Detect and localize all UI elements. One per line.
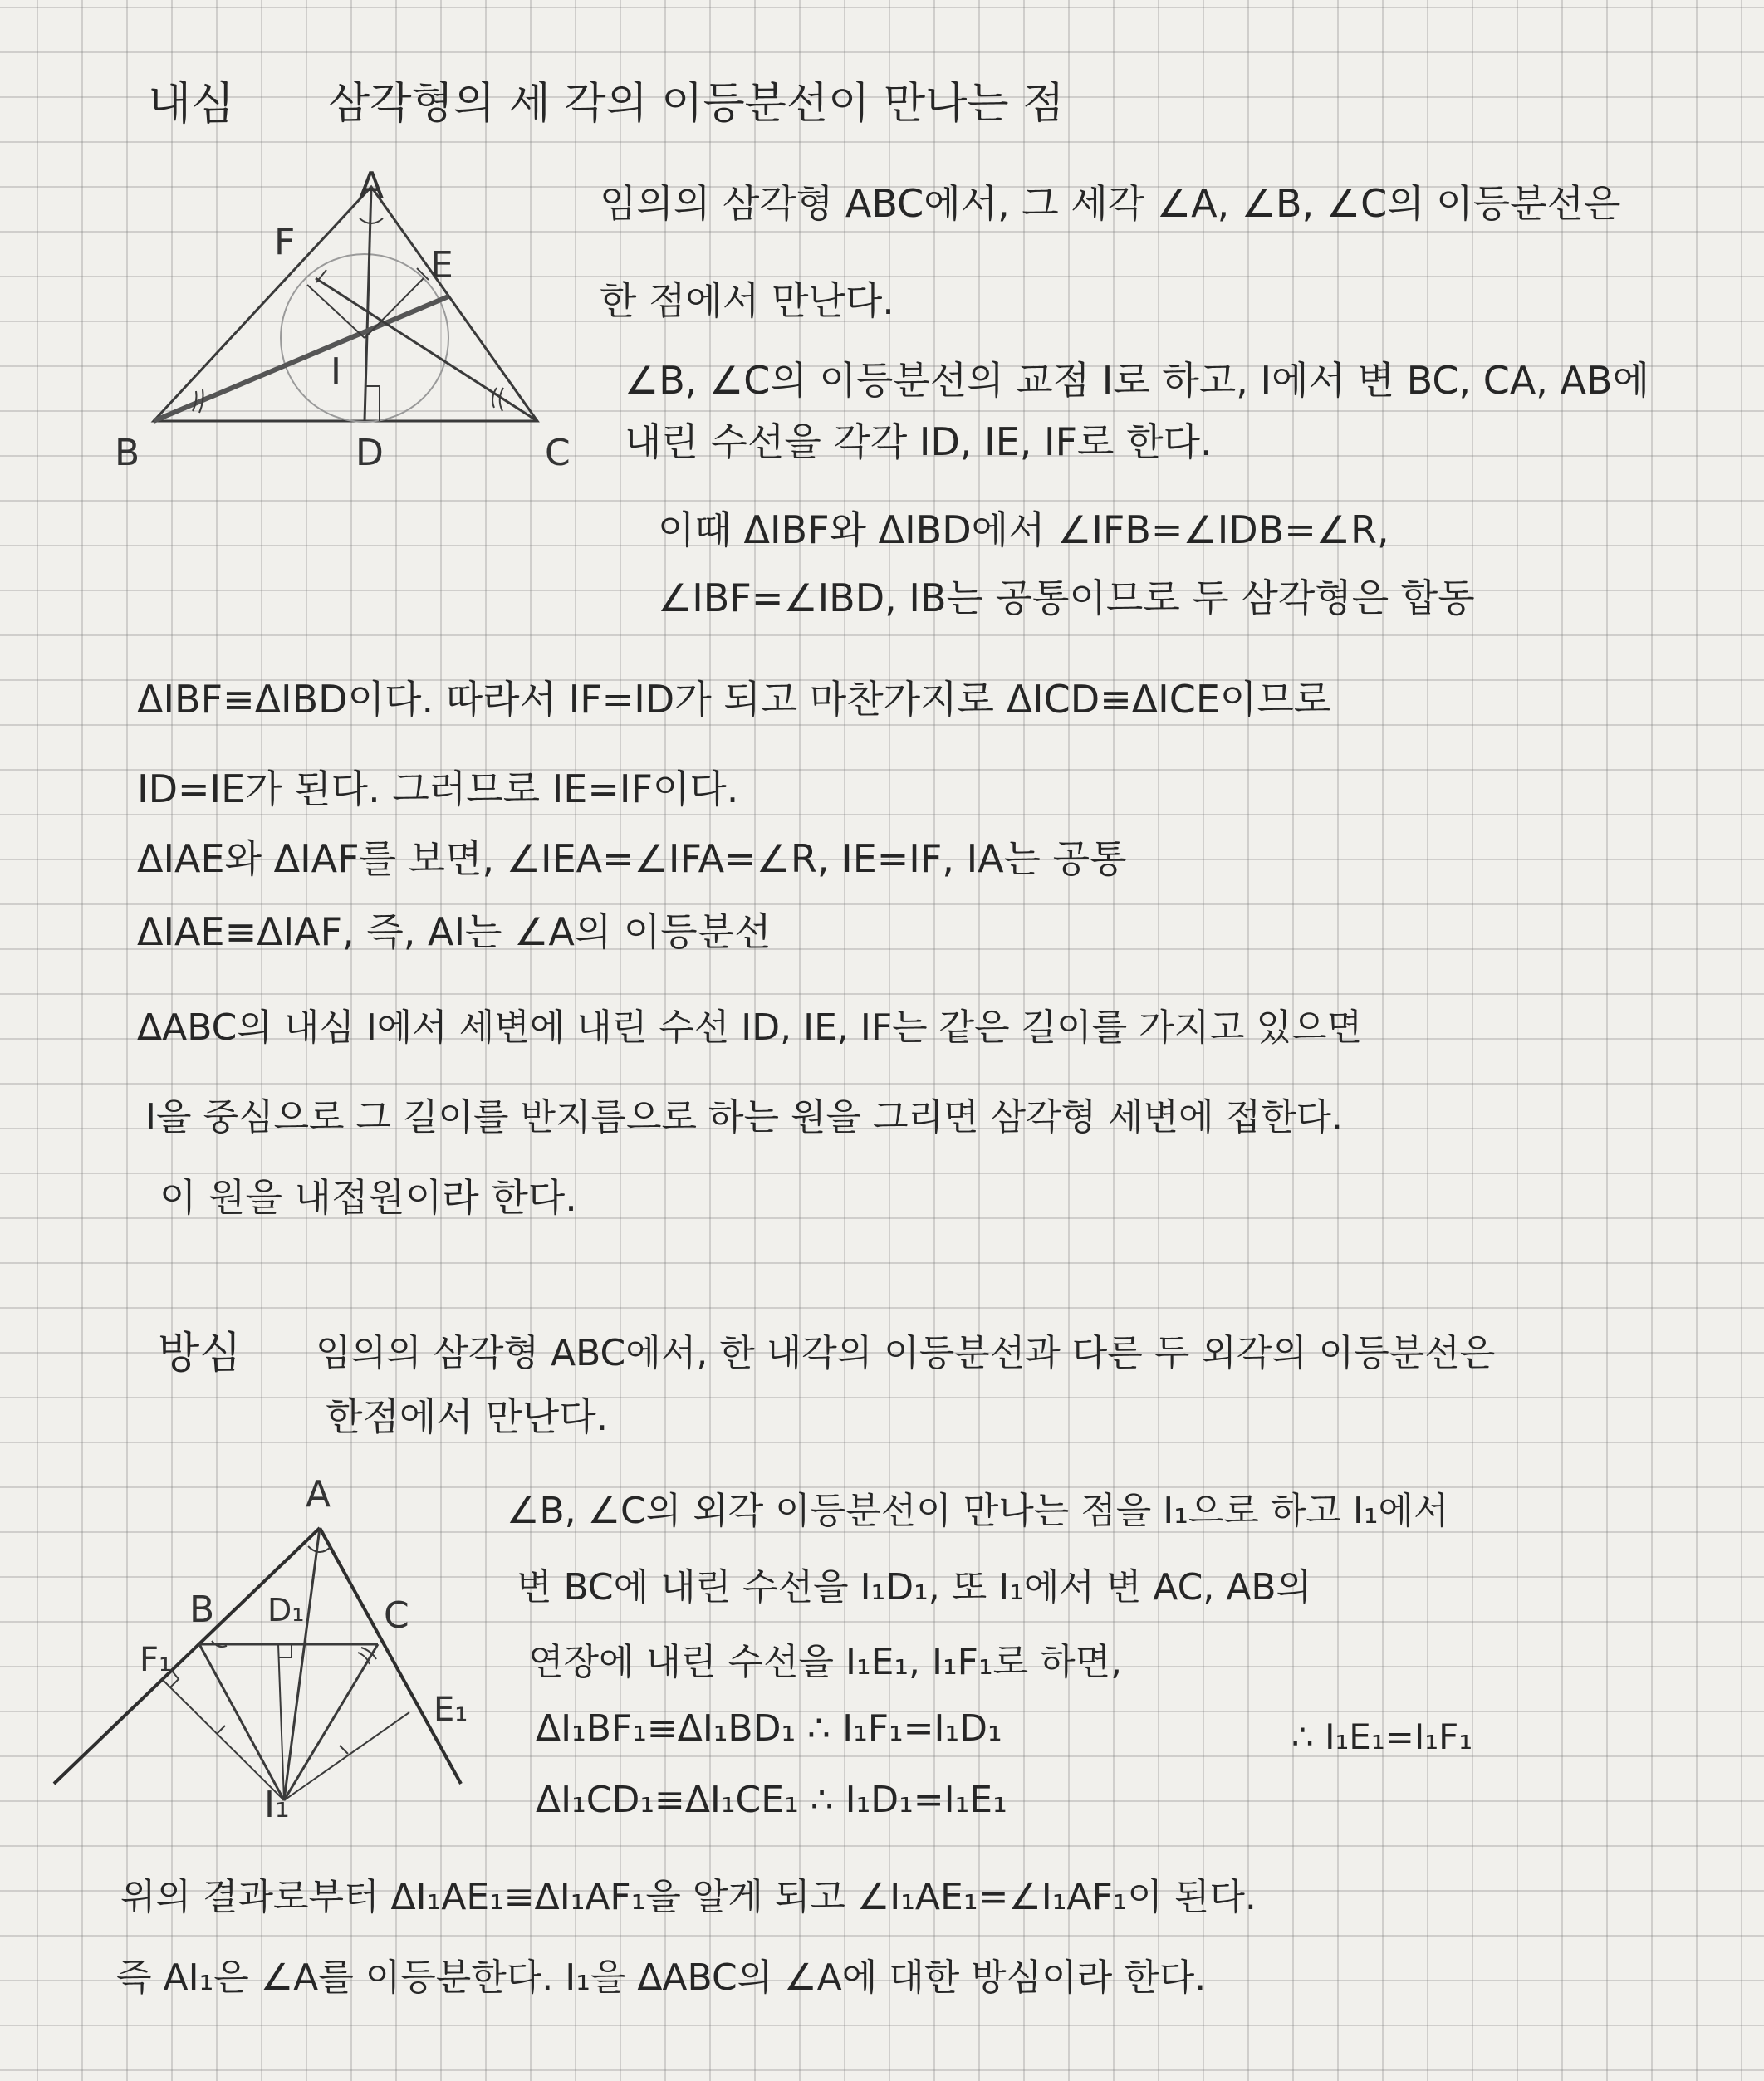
fig1-label-B: B: [115, 432, 140, 474]
incenter-line-8: ID=IE가 된다. 그러므로 IE=IF이다.: [137, 766, 739, 811]
incenter-line-4: 내린 수선을 각각 ID, IE, IF로 한다.: [625, 419, 1213, 464]
fig1-label-C: C: [545, 432, 571, 474]
section-heading-excenter: 방심: [158, 1329, 242, 1378]
incircle-figure: [125, 162, 590, 461]
excenter-conclusion-2: 즉 AI₁은 ∠A를 이등분한다. I₁을 ΔABC의 ∠A에 대한 방심이라 한다.: [116, 1956, 1207, 1999]
fig1-label-D: D: [355, 432, 384, 474]
fig2-label-C: C: [384, 1594, 409, 1637]
excenter-line-5: ΔI₁CD₁≡ΔI₁CE₁ ∴ I₁D₁=I₁E₁: [536, 1779, 1007, 1821]
excenter-side-note: ∴ I₁E₁=I₁F₁: [1291, 1716, 1473, 1757]
section-heading-incenter: 내심: [148, 77, 235, 130]
incenter-line-3: ∠B, ∠C의 이등분선의 교점 I로 하고, I에서 변 BC, CA, AB에: [625, 358, 1650, 403]
excenter-line-3: 연장에 내린 수선을 I₁E₁, I₁F₁로 하면,: [528, 1641, 1123, 1683]
incenter-line-5: 이때 ΔIBF와 ΔIBD에서 ∠IFB=∠IDB=∠R,: [658, 507, 1389, 552]
excenter-line-4: ΔI₁BF₁≡ΔI₁BD₁ ∴ I₁F₁=I₁D₁: [536, 1707, 1002, 1750]
excenter-intro-2: 한점에서 만난다.: [326, 1394, 609, 1439]
excircle-figure: [46, 1495, 478, 1844]
fig1-label-A: A: [359, 164, 385, 207]
excenter-line-1: ∠B, ∠C의 외각 이등분선이 만나는 점을 I₁으로 하고 I₁에서: [507, 1490, 1449, 1532]
incenter-line-6: ∠IBF=∠IBD, IB는 공통이므로 두 삼각형은 합동: [658, 575, 1475, 620]
fig2-label-D1: D₁: [267, 1592, 305, 1628]
fig1-label-E: E: [430, 244, 453, 286]
fig2-label-E1: E₁: [434, 1691, 468, 1729]
incenter-line-9: ΔIAE와 ΔIAF를 보면, ∠IEA=∠IFA=∠R, IE=IF, IA는 공통: [137, 836, 1127, 881]
incenter-line-11: ΔABC의 내심 I에서 세변에 내린 수선 ID, IE, IF는 같은 길이를 가지고 있으면: [137, 1006, 1363, 1049]
excenter-conclusion-1: 위의 결과로부터 ΔI₁AE₁≡ΔI₁AF₁을 알게 되고 ∠I₁AE₁=∠I₁AF₁이 된다.: [120, 1876, 1257, 1918]
fig2-label-F1: F₁: [140, 1641, 173, 1679]
incenter-line-1: 임의의 삼각형 ABC에서, 그 세각 ∠A, ∠B, ∠C의 이등분선은: [600, 181, 1621, 226]
incenter-line-12: I을 중심으로 그 길이를 반지름으로 하는 원을 그리면 삼각형 세변에 접한다.: [145, 1096, 1343, 1138]
incenter-line-13: 이 원을 내접원이라 한다.: [159, 1175, 577, 1220]
incenter-line-10: ΔIAE≡ΔIAF, 즉, AI는 ∠A의 이등분선: [137, 909, 772, 954]
fig2-label-I1: I₁: [264, 1784, 290, 1826]
fig2-label-A: A: [306, 1473, 331, 1515]
fig1-label-F: F: [274, 221, 296, 263]
excenter-line-2: 변 BC에 내린 수선을 I₁D₁, 또 I₁에서 변 AC, AB의: [517, 1566, 1312, 1608]
excenter-intro-1: 임의의 삼각형 ABC에서, 한 내각의 이등분선과 다른 두 외각의 이등분선은: [316, 1332, 1496, 1374]
fig2-label-B: B: [189, 1589, 215, 1631]
incenter-line-7: ΔIBF≡ΔIBD이다. 따라서 IF=ID가 되고 마찬가지로 ΔICD≡ΔICE이므로: [137, 677, 1331, 722]
incenter-definition: 삼각형의 세 각의 이등분선이 만나는 점: [328, 79, 1065, 129]
incenter-line-2: 한 점에서 만난다.: [600, 278, 894, 323]
fig1-label-I: I: [331, 350, 341, 393]
